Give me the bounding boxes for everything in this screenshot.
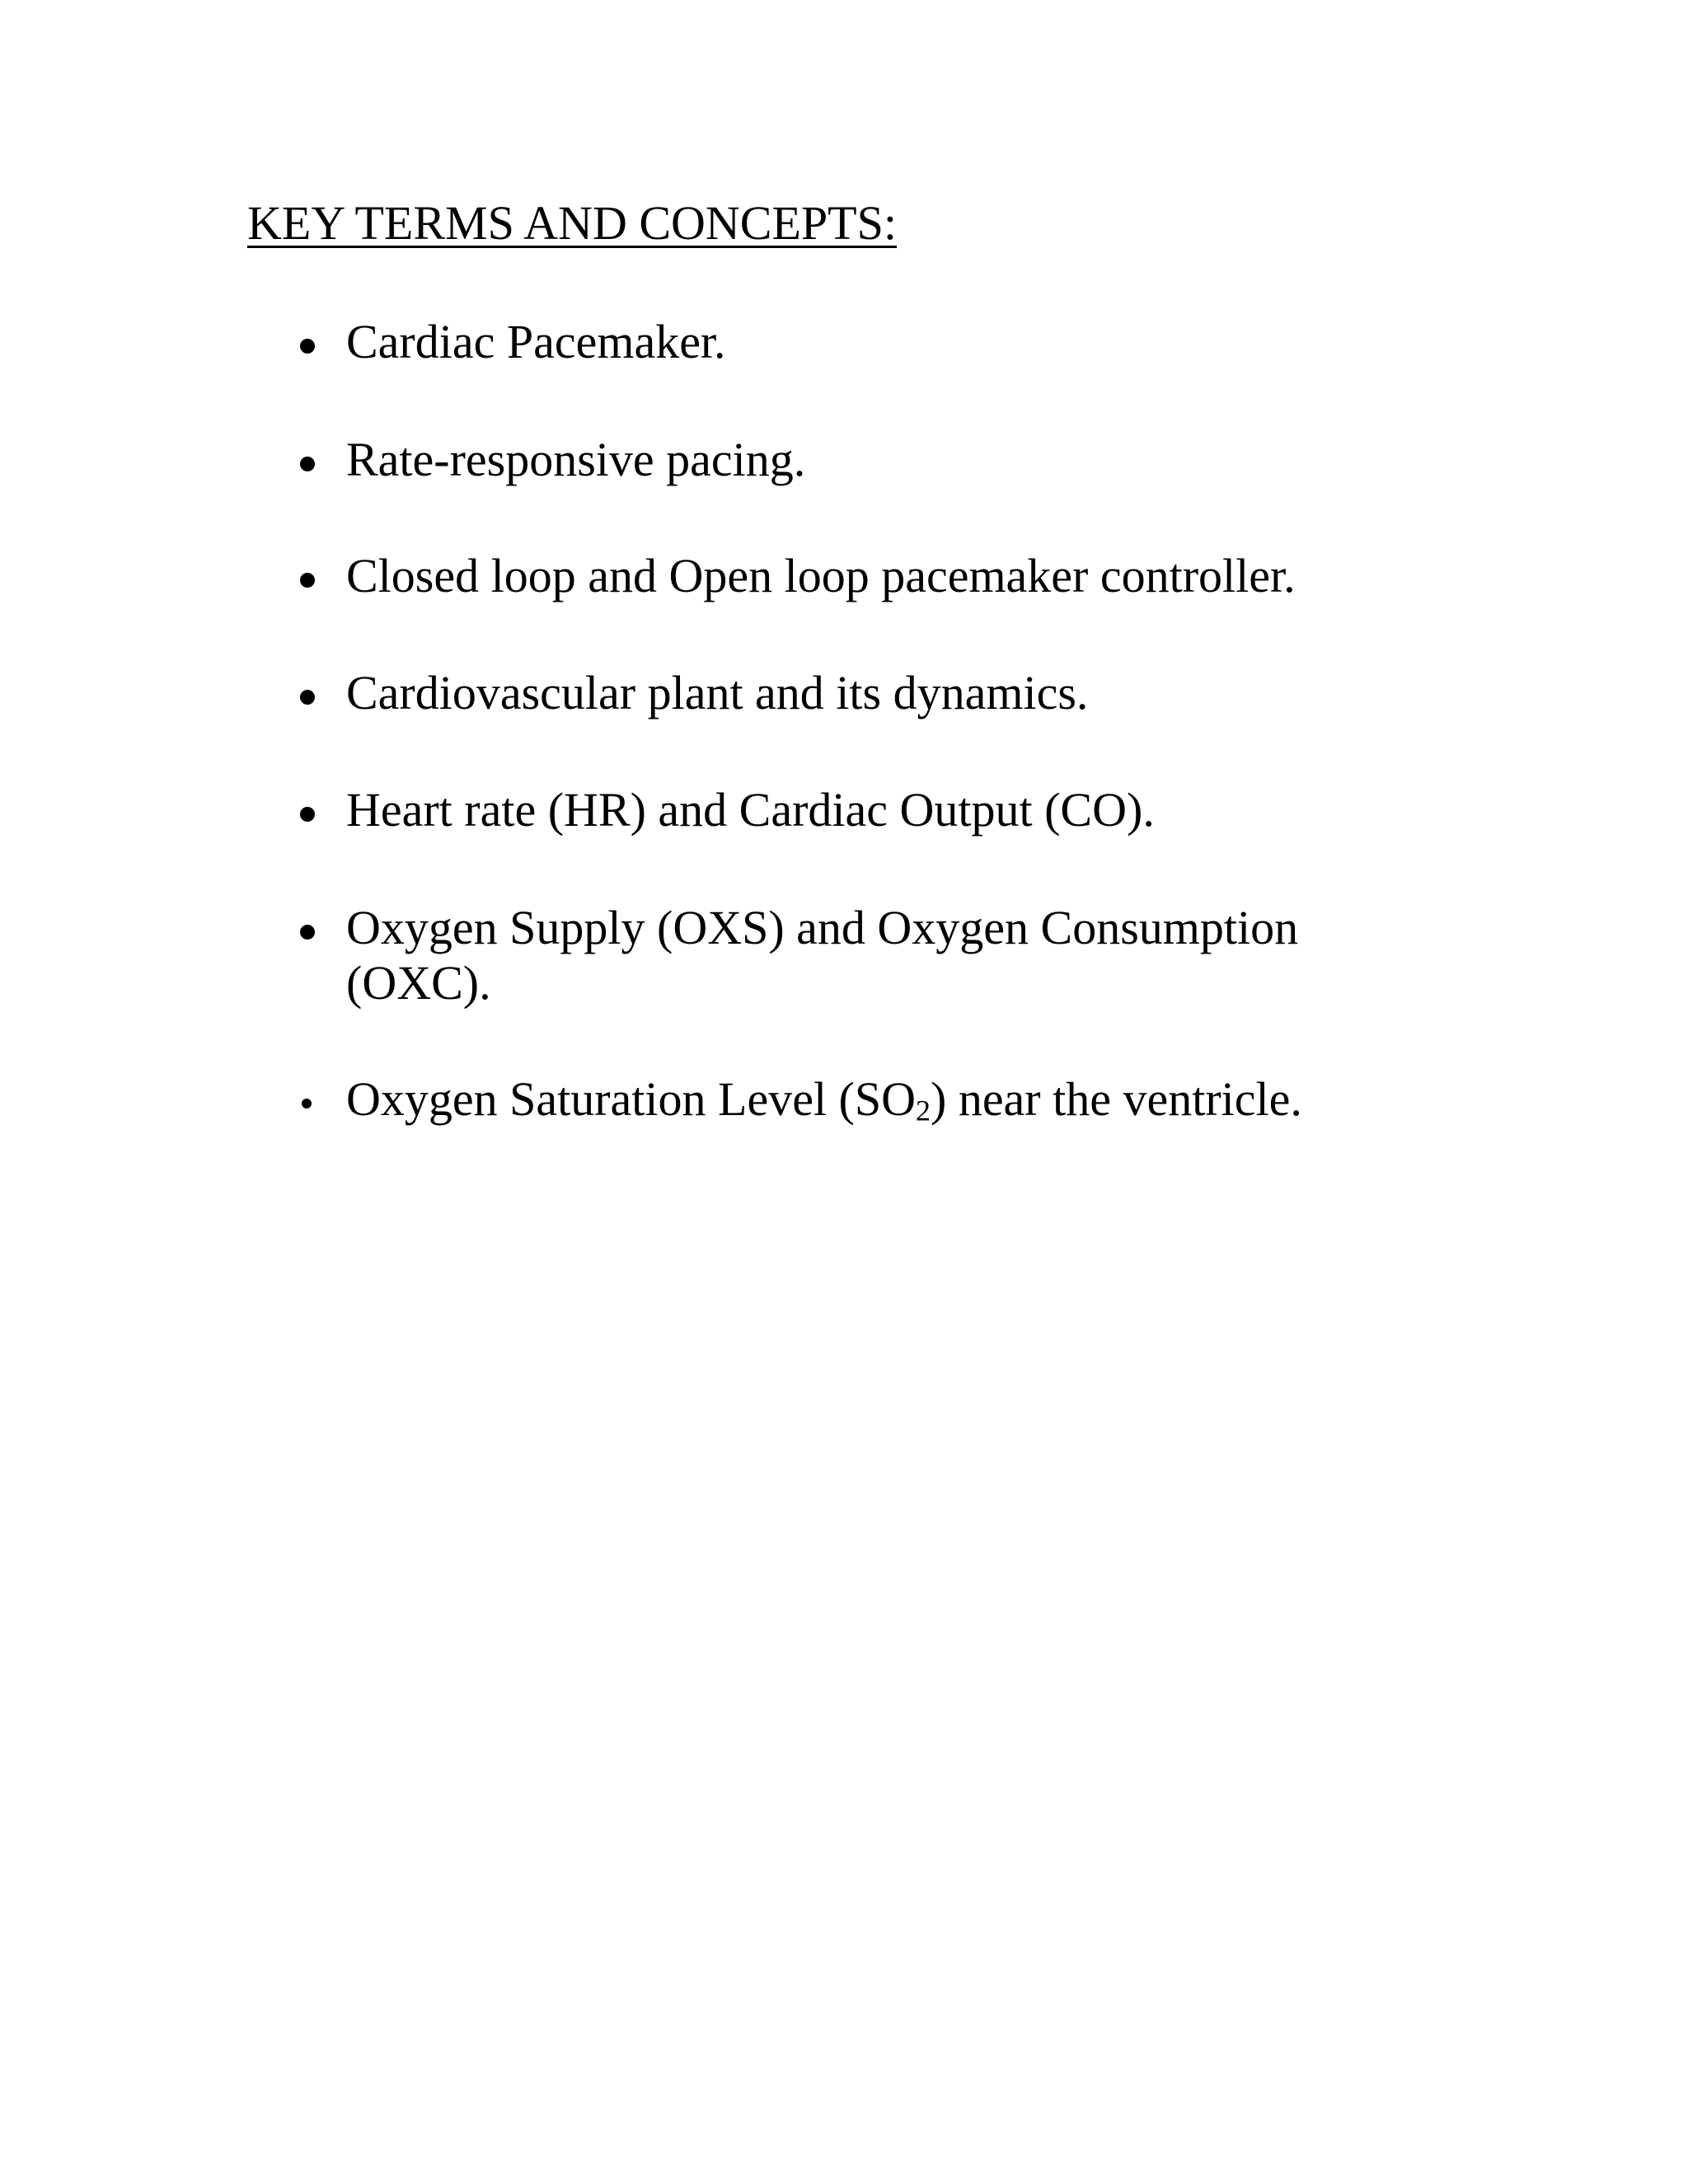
list-item-text: Closed loop and Open loop pacemaker controller. — [346, 549, 1296, 602]
list-item-text: Cardiac Pacemaker. — [346, 315, 726, 368]
list-item-text-after: ) near the ventricle. — [931, 1072, 1302, 1126]
list-item-text: Rate-responsive pacing. — [346, 433, 806, 486]
list-item — [288, 901, 1442, 1010]
list-item — [288, 783, 1442, 838]
list-item-text — [346, 1072, 1442, 1127]
list-item — [288, 549, 1442, 604]
list-item — [288, 1072, 1442, 1127]
list-item-text: Heart rate (HR) and Cardiac Output (CO). — [346, 783, 1155, 837]
list-item-text: Cardiovascular plant and its dynamics. — [346, 666, 1089, 719]
subscript-two: 2 — [916, 1094, 931, 1127]
section-heading: KEY TERMS AND CONCEPTS: — [247, 196, 897, 250]
list-item — [288, 433, 1442, 488]
list-item-text: Oxygen Supply (OXS) and Oxygen Consumption (OXC). — [346, 901, 1299, 1010]
list-item — [288, 666, 1442, 721]
list-item — [288, 315, 1442, 370]
list-item-text-before: Oxygen Saturation Level (SO — [346, 1072, 917, 1126]
